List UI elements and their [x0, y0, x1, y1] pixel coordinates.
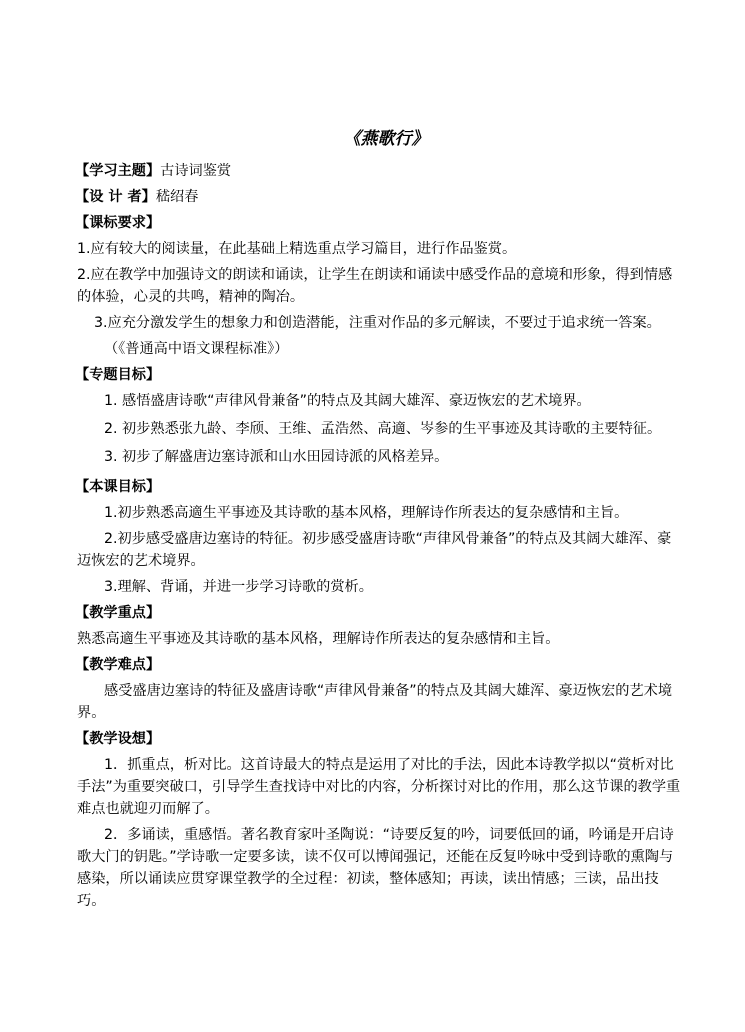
kebiao-paragraph-3: 3.应充分激发学生的想象力和创造潜能，注重对作品的多元解读，不要过于追求统一答案。: [94, 315, 661, 331]
kebiao-source: （《普通高中语文课程标准》）: [104, 341, 289, 357]
benke-paragraph-2: 2.初步感受盛唐边塞诗的特征。初步感受盛唐诗歌“声律风骨兼备”的特点及其阔大雄浑、豪迈恢宏的艺术境界。: [77, 531, 672, 569]
meta-theme-key: 【学习主题】: [75, 163, 161, 179]
zhuanti-goal-item: 3. 初步了解盛唐边塞诗派和山水田园诗派的风格差异。: [104, 449, 449, 465]
section-heading-benke: 【本课目标】: [75, 479, 161, 495]
document-title: 《燕歌行》: [343, 129, 429, 149]
section-heading-kebiao: 【课标要求】: [75, 215, 161, 231]
meta-designer-key: 【设 计 者】: [75, 189, 156, 205]
kebiao-paragraph-2: 2.应在教学中加强诗文的朗读和诵读，让学生在朗读和诵读中感受作品的意境和形象，得到情感的体验，心灵的共鸣，精神的陶冶。: [77, 267, 673, 305]
benke-paragraph-3: 3.理解、背诵，并进一步学习诗歌的赏析。: [104, 579, 373, 595]
zhuanti-goal-item: 1. 感悟盛唐诗歌“声律风骨兼备”的特点及其阔大雄浑、豪迈恢宏的艺术境界。: [104, 393, 591, 409]
kebiao-paragraph-1: 1.应有较大的阅读量，在此基础上精选重点学习篇目，进行作品鉴赏。: [77, 241, 517, 257]
meta-designer: [75, 186, 685, 208]
section-heading-zhongdian: 【教学重点】: [75, 605, 161, 621]
shexiang-paragraph-1: 1．抓重点，析对比。这首诗最大的特点是运用了对比的手法，因此本诗教学拟以“赏析对比手法”为重要突破口，引导学生查找诗中对比的内容，分析探讨对比的作用，那么这节课的教学重难点也就迎刃而解了。: [77, 757, 681, 817]
zhuanti-goal-list: [77, 390, 685, 468]
zhuanti-goal-item: 2. 初步熟悉张九龄、李颀、王维、孟浩然、高適、岑参的生平事迹及其诗歌的主要特征。: [104, 421, 662, 437]
section-heading-zhuanti: 【专题目标】: [75, 367, 161, 383]
meta-theme-value: 古诗词鉴赏: [160, 163, 232, 179]
benke-paragraph-1: 1.初步熟悉高適生平事迹及其诗歌的基本风格，理解诗作所表达的复杂感情和主旨。: [104, 505, 629, 521]
shexiang-paragraph-2: 2．多诵读，重感悟。著名教育家叶圣陶说：“诗要反复的吟，词要低回的诵，吟诵是开启诗歌大门的钥匙。”学诗歌一定要多读，读不仅可以博闻强记，还能在反复吟咏中受到诗歌的熏陶与感染，所以诵读应贯穿课堂教学的全过程：初读，整体感知；再读，读出情感；三读，品出技巧。: [77, 827, 674, 909]
meta-theme: [75, 160, 685, 182]
nandian-paragraph: 感受盛唐边塞诗的特征及盛唐诗歌“声律风骨兼备”的特点及其阔大雄浑、豪迈恢宏的艺术境界。: [77, 683, 673, 721]
zhongdian-paragraph: 熟悉高適生平事迹及其诗歌的基本风格，理解诗作所表达的复杂感情和主旨。: [77, 631, 560, 647]
section-heading-shexiang: 【教学设想】: [75, 731, 161, 747]
section-heading-nandian: 【教学难点】: [75, 657, 161, 673]
meta-designer-value: 嵇绍春: [155, 189, 199, 205]
